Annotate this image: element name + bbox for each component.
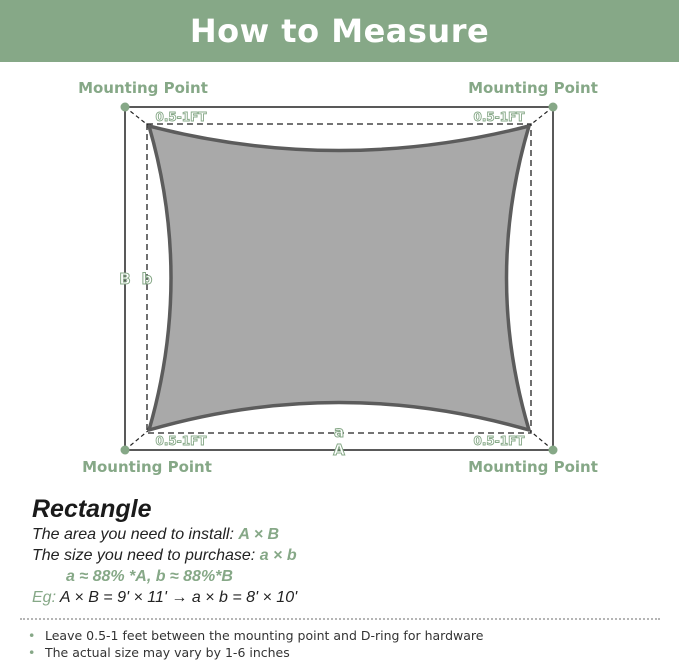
gap-label-tl: 0.5-1FT: [155, 110, 207, 124]
mounting-point-label-bl: Mounting Point: [82, 458, 212, 476]
mounting-point-dot-tr: [549, 103, 558, 112]
gap-label-br: 0.5-1FT: [473, 434, 525, 448]
install-value: A × B: [238, 526, 280, 543]
install-line: [32, 524, 652, 545]
example-label: Eg:: [32, 589, 57, 606]
mounting-point-dot-bl: [121, 446, 130, 455]
outer-width-label: A: [333, 441, 345, 459]
connector-line-br: [529, 430, 553, 450]
page-title: How to Measure: [189, 12, 490, 50]
note-item: • Leave 0.5-1 feet between the mounting point and D-ring for hardware: [28, 627, 668, 644]
inner-height-label: b: [141, 270, 153, 288]
mounting-point-dot-br: [549, 446, 558, 455]
dotted-divider: [20, 618, 660, 620]
size-details: [32, 494, 652, 608]
mounting-point-label-tl: Mounting Point: [78, 79, 208, 97]
mounting-point-dot-tl: [121, 103, 130, 112]
purchase-line: [32, 545, 652, 566]
mounting-point-label-br: Mounting Point: [468, 458, 598, 476]
ratio-value: a ≈ 88% *A, b ≈ 88%*B: [66, 568, 233, 585]
mounting-point-label-tr: Mounting Point: [468, 79, 598, 97]
inner-width-label: a: [333, 423, 345, 441]
notes-list: [28, 627, 668, 661]
gap-label-tr: 0.5-1FT: [473, 110, 525, 124]
measurement-diagram: [0, 62, 679, 492]
purchase-value: a × b: [259, 547, 297, 564]
purchase-prefix: The size you need to purchase:: [32, 547, 256, 564]
connector-line-tl: [125, 107, 149, 126]
note-item: • The actual size may vary by 1-6 inches: [28, 644, 668, 661]
shade-sail: [149, 126, 529, 430]
connector-line-bl: [125, 430, 149, 450]
example-line: [32, 587, 652, 608]
shape-name: Rectangle: [32, 495, 152, 523]
example-text: A × B = 9' × 11' → a × b = 8' × 10': [59, 589, 298, 606]
ratio-line: [32, 566, 652, 587]
connector-line-tr: [529, 107, 553, 126]
gap-label-bl: 0.5-1FT: [155, 434, 207, 448]
header-banner: [0, 0, 679, 62]
install-prefix: The area you need to install:: [32, 526, 234, 543]
outer-height-label: B: [119, 270, 131, 288]
